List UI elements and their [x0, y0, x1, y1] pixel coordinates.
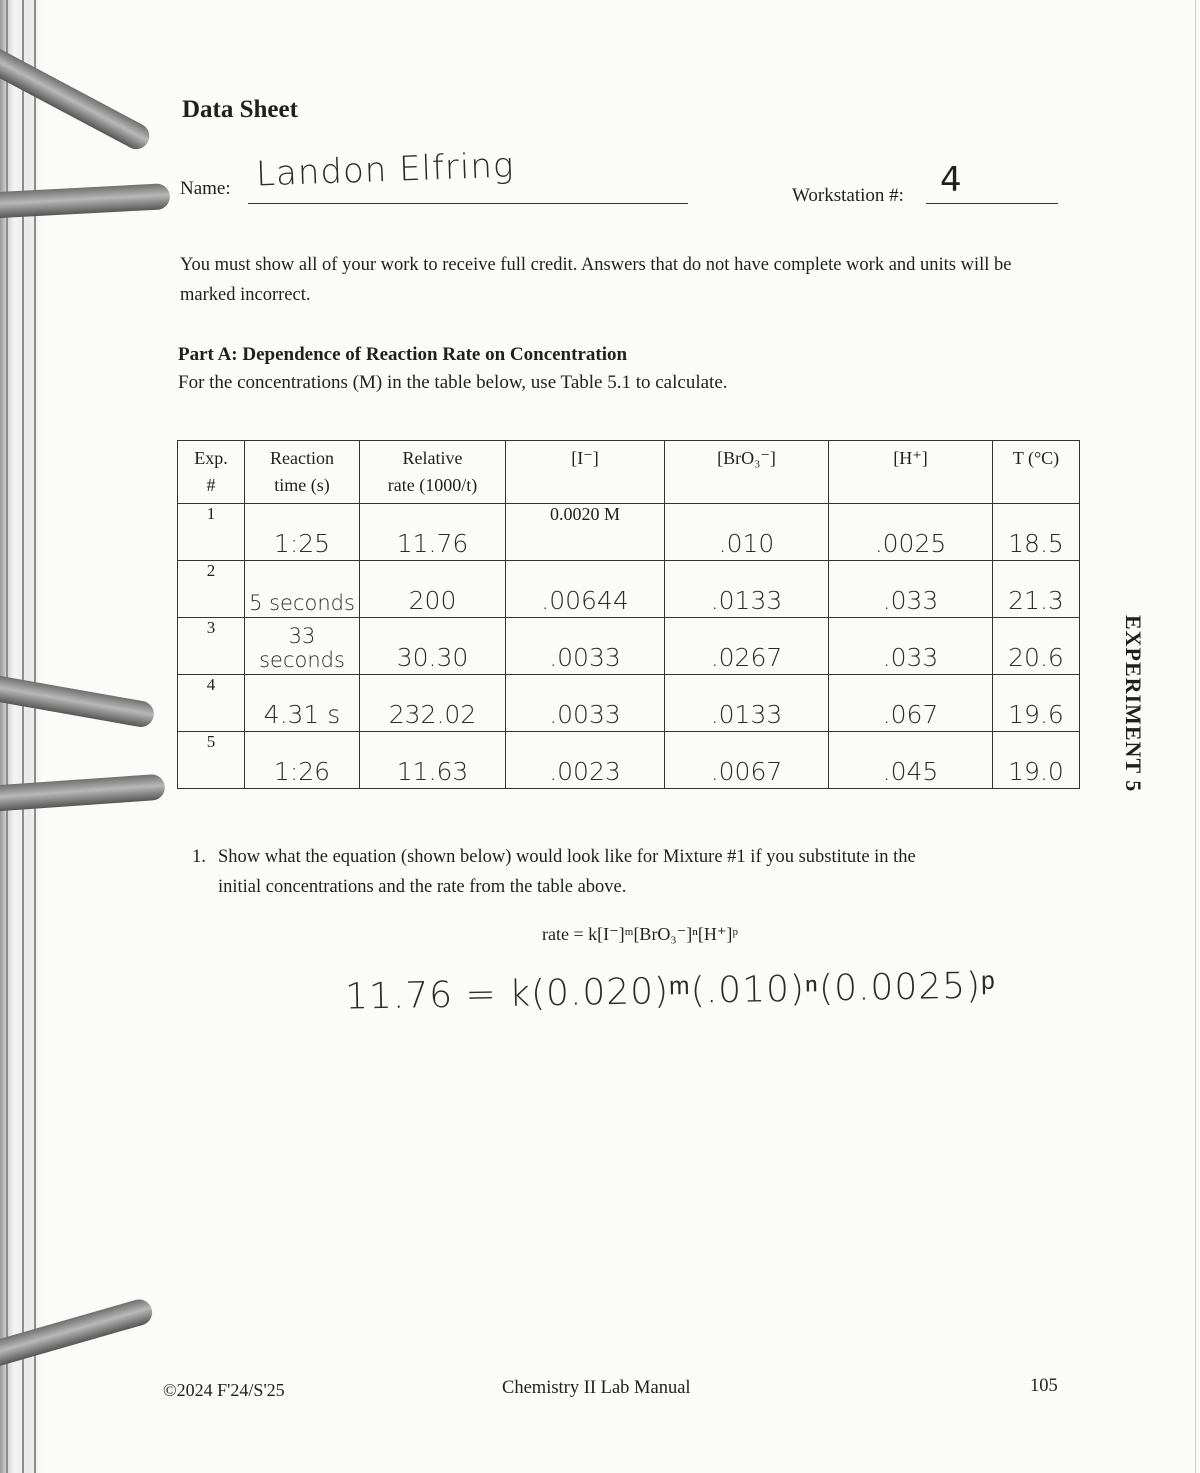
rate-equation: rate = k[I⁻]ᵐ[BrO₃⁻]ⁿ[H⁺]ᵖ	[542, 924, 738, 944]
cell-rate-value: 200	[408, 586, 457, 615]
cell-rate-value: 11.76	[396, 529, 469, 558]
cell-time-value: 5 seconds	[249, 591, 355, 615]
header-time-line1: Reaction	[270, 448, 334, 468]
header-time-line2: time (s)	[274, 475, 330, 495]
header-hydrogen: [H⁺]	[829, 441, 993, 504]
binder-line	[34, 0, 36, 1473]
cell-exp: 1	[178, 504, 245, 561]
cell-iodide	[506, 618, 665, 675]
cell-time	[245, 504, 360, 561]
cell-hydrogen-value: .045	[882, 757, 939, 786]
cell-temp	[993, 561, 1080, 618]
cell-rate-value: 11.63	[396, 757, 469, 786]
cell-temp-value: 21.3	[1008, 586, 1064, 615]
cell-bromate-value: .0067	[710, 757, 783, 786]
cell-bromate	[665, 732, 829, 789]
footer-copyright: ©2024 F'24/S'25	[163, 1380, 285, 1400]
question-number: 1.	[192, 847, 206, 867]
cell-time-value: 33 seconds	[259, 624, 345, 672]
cell-time-value: 1:25	[273, 529, 331, 558]
cell-time	[245, 618, 360, 675]
header-exp-line2: #	[206, 475, 216, 495]
workstation-value: 4	[940, 160, 962, 200]
cell-temp	[993, 675, 1080, 732]
cell-bromate	[665, 561, 829, 618]
cell-temp	[993, 618, 1080, 675]
table-row	[178, 675, 1080, 732]
question-line2: initial concentrations and the rate from the table above.	[218, 877, 627, 897]
cell-exp: 5	[178, 732, 245, 789]
cell-time	[245, 675, 360, 732]
header-rate-line2: rate (1000/t)	[387, 475, 478, 495]
cell-time	[245, 561, 360, 618]
cell-hydrogen	[829, 675, 993, 732]
cell-hydrogen	[829, 504, 993, 561]
cell-iodide	[506, 675, 665, 732]
question-1	[192, 842, 1072, 902]
cell-exp: 3	[178, 618, 245, 675]
table-row	[178, 561, 1080, 618]
header-temp: T (°C)	[993, 441, 1080, 504]
cell-iodide-value: .0033	[549, 643, 621, 672]
cell-rate	[360, 732, 506, 789]
data-table	[177, 440, 1080, 789]
cell-bromate	[665, 504, 829, 561]
cell-hydrogen-value: .0025	[874, 529, 947, 558]
cell-iodide	[506, 561, 665, 618]
cell-bromate-value: .0267	[710, 643, 783, 672]
cell-temp-value: 18.5	[1008, 529, 1064, 558]
part-a-subtitle: For the concentrations (M) in the table below, use Table 5.1 to calculate.	[178, 372, 728, 393]
handwritten-answer: 11.76 = k(0.020)ᵐ(.010)ⁿ(0.0025)ᵖ	[344, 965, 997, 1018]
binder-line	[6, 0, 8, 1473]
cell-hydrogen	[829, 561, 993, 618]
cell-iodide-value: .0033	[549, 700, 621, 729]
page-title: Data Sheet	[182, 96, 298, 123]
cell-exp: 4	[178, 675, 245, 732]
cell-bromate-value: .0133	[710, 700, 783, 729]
cell-time-value: 4.31 s	[263, 700, 341, 729]
cell-temp-value: 20.6	[1008, 643, 1064, 672]
instructions: You must show all of your work to receive full credit. Answers that do not have complete work and units will be marked incorrect.	[180, 255, 1012, 305]
cell-temp	[993, 732, 1080, 789]
name-line	[248, 203, 688, 204]
table-row	[178, 732, 1080, 789]
table-row	[178, 504, 1080, 561]
header-exp-line1: Exp.	[194, 448, 228, 468]
header-iodide: [I⁻]	[506, 441, 665, 504]
cell-iodide	[506, 732, 665, 789]
cell-time	[245, 732, 360, 789]
question-line1: Show what the equation (shown below) would look like for Mixture #1 if you substitute in the	[218, 847, 916, 867]
cell-temp	[993, 504, 1080, 561]
workstation-label: Workstation #:	[792, 185, 904, 206]
cell-bromate-value: .010	[718, 529, 775, 558]
cell-rate	[360, 561, 506, 618]
cell-bromate	[665, 675, 829, 732]
experiment-side-label: EXPERIMENT 5	[1121, 615, 1146, 793]
cell-temp-value: 19.6	[1008, 700, 1064, 729]
cell-rate-value: 30.30	[396, 643, 469, 672]
cell-rate	[360, 504, 506, 561]
page-edge	[1195, 0, 1196, 1473]
cell-bromate	[665, 618, 829, 675]
header-exp	[178, 441, 245, 504]
cell-rate-value: 232.02	[388, 700, 477, 729]
cell-hydrogen-value: .067	[882, 700, 939, 729]
cell-iodide-value: .00644	[541, 586, 629, 615]
header-bromate: [BrO₃⁻]	[665, 441, 829, 504]
name-label: Name:	[180, 178, 231, 199]
cell-hydrogen-value: .033	[882, 643, 939, 672]
workstation-line	[926, 203, 1058, 204]
cell-time-value: 1:26	[273, 757, 331, 786]
name-value: Landon Elfring	[255, 145, 515, 195]
cell-exp: 2	[178, 561, 245, 618]
cell-bromate-value: .0133	[710, 586, 783, 615]
cell-temp-value: 19.0	[1008, 757, 1064, 786]
header-time	[245, 441, 360, 504]
cell-hydrogen	[829, 618, 993, 675]
cell-iodide: 0.0020 M	[506, 504, 665, 561]
cell-rate	[360, 618, 506, 675]
table-header-row	[178, 441, 1080, 504]
table-row	[178, 618, 1080, 675]
cell-hydrogen	[829, 732, 993, 789]
header-rate-line1: Relative	[402, 448, 463, 468]
binder-line	[22, 0, 24, 1473]
page-number: 105	[1030, 1376, 1058, 1396]
part-a-title: Part A: Dependence of Reaction Rate on Concentration	[178, 344, 628, 365]
cell-iodide-value: .0023	[549, 757, 621, 786]
footer-manual-title: Chemistry II Lab Manual	[502, 1378, 691, 1398]
header-rate	[360, 441, 506, 504]
cell-hydrogen-value: .033	[882, 586, 939, 615]
cell-rate	[360, 675, 506, 732]
